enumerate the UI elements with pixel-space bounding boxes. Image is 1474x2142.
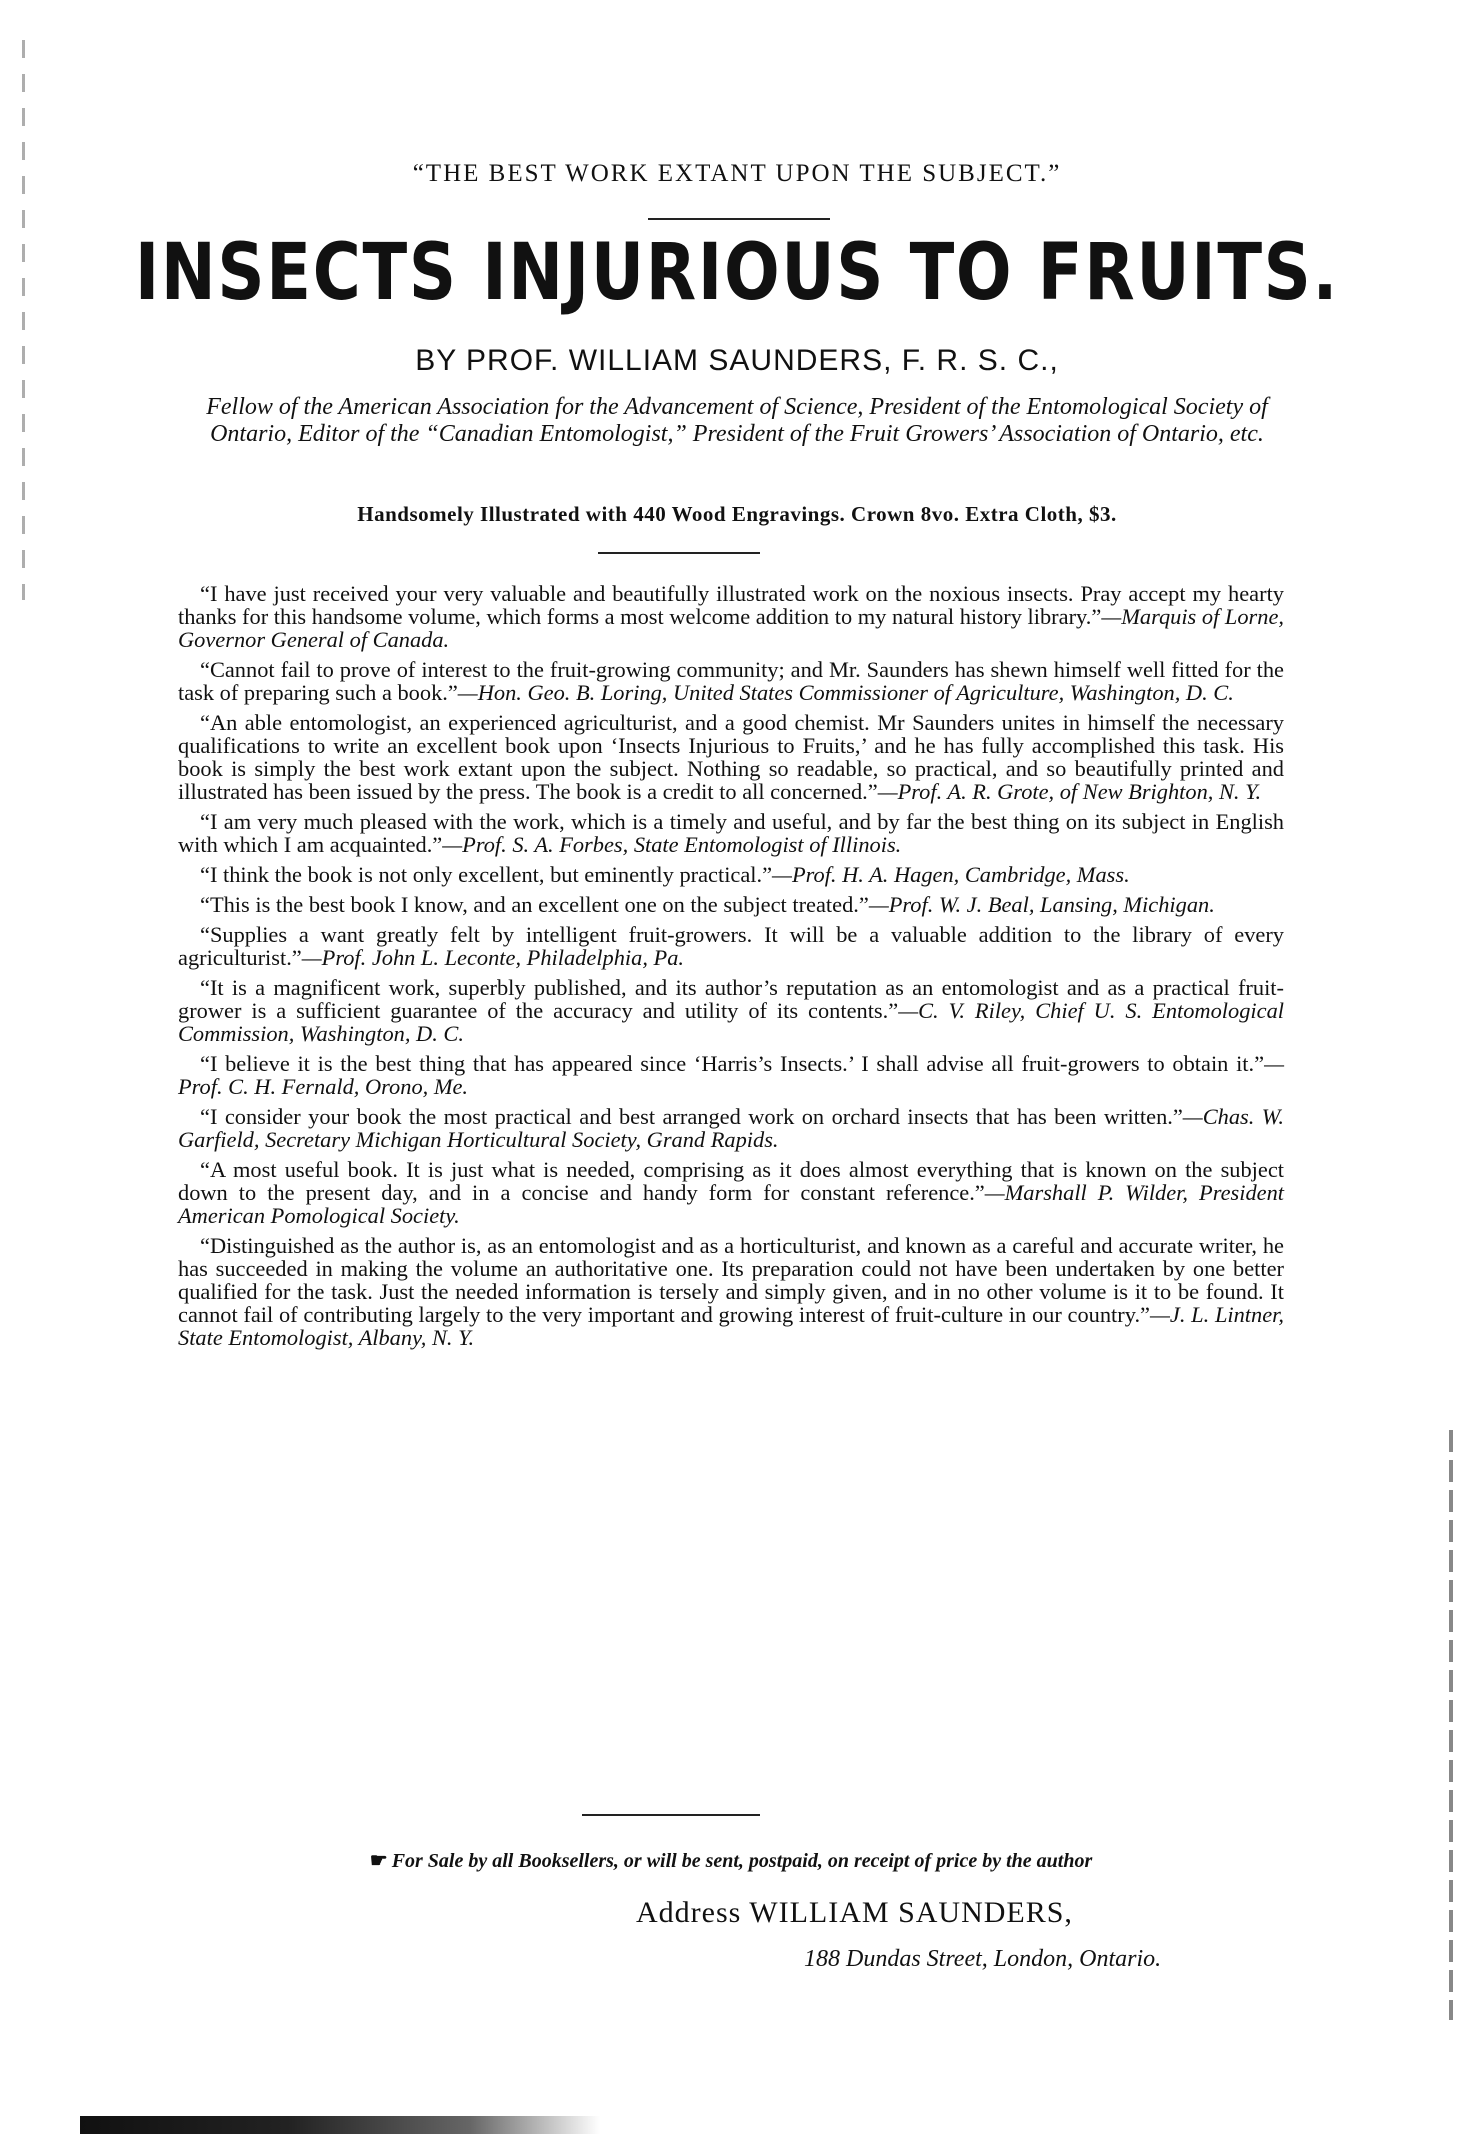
testimonials: [178, 582, 1284, 1356]
divider: [598, 552, 760, 554]
testimonial-attribution: —Prof. S. A. Forbes, State Entomologist of Illinois.: [442, 832, 902, 857]
testimonial: [178, 863, 1284, 886]
street-address: 188 Dundas Street, London, Ontario.: [804, 1946, 1162, 1972]
tagline: “THE BEST WORK EXTANT UPON THE SUBJECT.”: [412, 160, 1062, 187]
testimonial: [178, 1052, 1284, 1098]
scan-edge-artifact: [1449, 1430, 1453, 2020]
testimonial-attribution: —Marshall P. Wilder, President American Pomological Society.: [178, 1180, 1284, 1228]
testimonial-attribution: —Prof. W. J. Beal, Lansing, Michigan.: [868, 892, 1215, 917]
testimonial: [178, 893, 1284, 916]
testimonial: [178, 923, 1284, 969]
sale-notice-text: For Sale by all Booksellers, or will be sent, postpaid, on receipt of price by the author: [391, 1850, 1093, 1872]
testimonial-text: “It is a magnificent work, superbly published, and its author’s reputation as an entomologist and as a practical fruit-grower is a sufficient guarantee of the accuracy and utility of its contents.”: [178, 975, 1284, 1023]
testimonial-attribution: —Marquis of Lorne, Governor General of Canada.: [178, 604, 1284, 652]
testimonial-attribution: —Prof. John L. Leconte, Philadelphia, Pa.: [301, 945, 684, 970]
scan-edge-artifact: [80, 2116, 600, 2134]
testimonial-text: “Distinguished as the author is, as an entomologist and as a horticulturist, and known as a careful and accurate writer, he has succeeded in making the volume an authoritative one. Its preparation could not have been undertaken by one better qualified for the task. Just the needed information is tersely and simply given, and in no other volume is it to be found. It cannot fail of contributing largely to the very important and growing interest of fruit-culture in our country.”: [178, 1233, 1284, 1327]
divider: [648, 218, 830, 220]
testimonial-text: “I have just received your very valuable and beautifully illustrated work on the noxious insects. Pray accept my hearty thanks for this handsome volume, which forms a most welcome addition to my natural history library.”: [178, 581, 1284, 629]
testimonial: [178, 658, 1284, 704]
divider: [582, 1814, 760, 1816]
testimonial-text: “I am very much pleased with the work, which is a timely and useful, and by far the best thing on its subject in English with which I am acquainted.”: [178, 809, 1284, 857]
testimonial-text: “I think the book is not only excellent, but eminently practical.”: [200, 862, 773, 887]
testimonial: [178, 976, 1284, 1045]
author-credentials: Fellow of the American Association for the Advancement of Science, President of the Entomological Society of Ontario, Editor of the “Canadian Entomologist,” President of the Fruit Growers’ Association of Ontario, etc.: [206, 394, 1268, 447]
testimonial-text: “I believe it is the best thing that has appeared since ‘Harris’s Insects.’ I shall advise all fruit-growers to obtain it.”: [200, 1051, 1265, 1076]
testimonial: [178, 582, 1284, 651]
testimonial-attribution: —Chas. W. Garfield, Secretary Michigan Horticultural Society, Grand Rapids.: [178, 1104, 1284, 1152]
testimonial: [178, 711, 1284, 803]
testimonial: [178, 1105, 1284, 1151]
testimonial-attribution: —Prof. C. H. Fernald, Orono, Me.: [178, 1051, 1284, 1099]
testimonial: [178, 810, 1284, 856]
pointing-hand-icon: ☛: [369, 1850, 388, 1872]
testimonial-text: “Cannot fail to prove of interest to the fruit-growing community; and Mr. Saunders has shewn himself well fitted for the task of preparing such a book.”: [178, 657, 1284, 705]
testimonial-attribution: —C. V. Riley, Chief U. S. Entomological Commission, Washington, D. C.: [178, 998, 1284, 1046]
testimonial: [178, 1158, 1284, 1227]
testimonial-attribution: —J. L. Lintner, State Entomologist, Albany, N. Y.: [178, 1302, 1284, 1350]
sale-notice: [178, 1848, 1284, 1873]
testimonial-text: “A most useful book. It is just what is needed, comprising as it does almost everything that is known on the subject down to the present day, and in a concise and handy form for constant reference.”: [178, 1157, 1284, 1205]
testimonial-text: “Supplies a want greatly felt by intelligent fruit-growers. It will be a valuable addition to the library of every agriculturist.”: [178, 922, 1284, 970]
testimonial-text: “An able entomologist, an experienced agriculturist, and a good chemist. Mr Saunders unites in himself the necessary qualifications to write an excellent book upon ‘Insects Injurious to Fruits,’ and he has fully accomplished this task. His book is simply the best work extant upon the subject. Nothing so readable, so practical, and so beautifully printed and illustrated has been issued by the press. The book is a credit to all concerned.”: [178, 710, 1284, 804]
testimonial: [178, 1234, 1284, 1349]
author-address: Address WILLIAM SAUNDERS,: [636, 1896, 1073, 1929]
testimonial-attribution: —Prof. H. A. Hagen, Cambridge, Mass.: [772, 862, 1130, 887]
page-title: INSECTS INJURIOUS TO FRUITS.: [134, 228, 1340, 318]
testimonial-attribution: —Prof. A. R. Grote, of New Brighton, N. Y.: [877, 779, 1262, 804]
testimonial-text: “This is the best book I know, and an excellent one on the subject treated.”: [200, 892, 869, 917]
author-byline: BY PROF. WILLIAM SAUNDERS, F. R. S. C.,: [415, 344, 1059, 377]
testimonial-attribution: —Hon. Geo. B. Loring, United States Commissioner of Agriculture, Washington, D. C.: [457, 680, 1234, 705]
book-specifications: Handsomely Illustrated with 440 Wood Engravings. Crown 8vo. Extra Cloth, $3.: [357, 502, 1117, 526]
testimonial-text: “I consider your book the most practical and best arranged work on orchard insects that has been written.”: [200, 1104, 1183, 1129]
